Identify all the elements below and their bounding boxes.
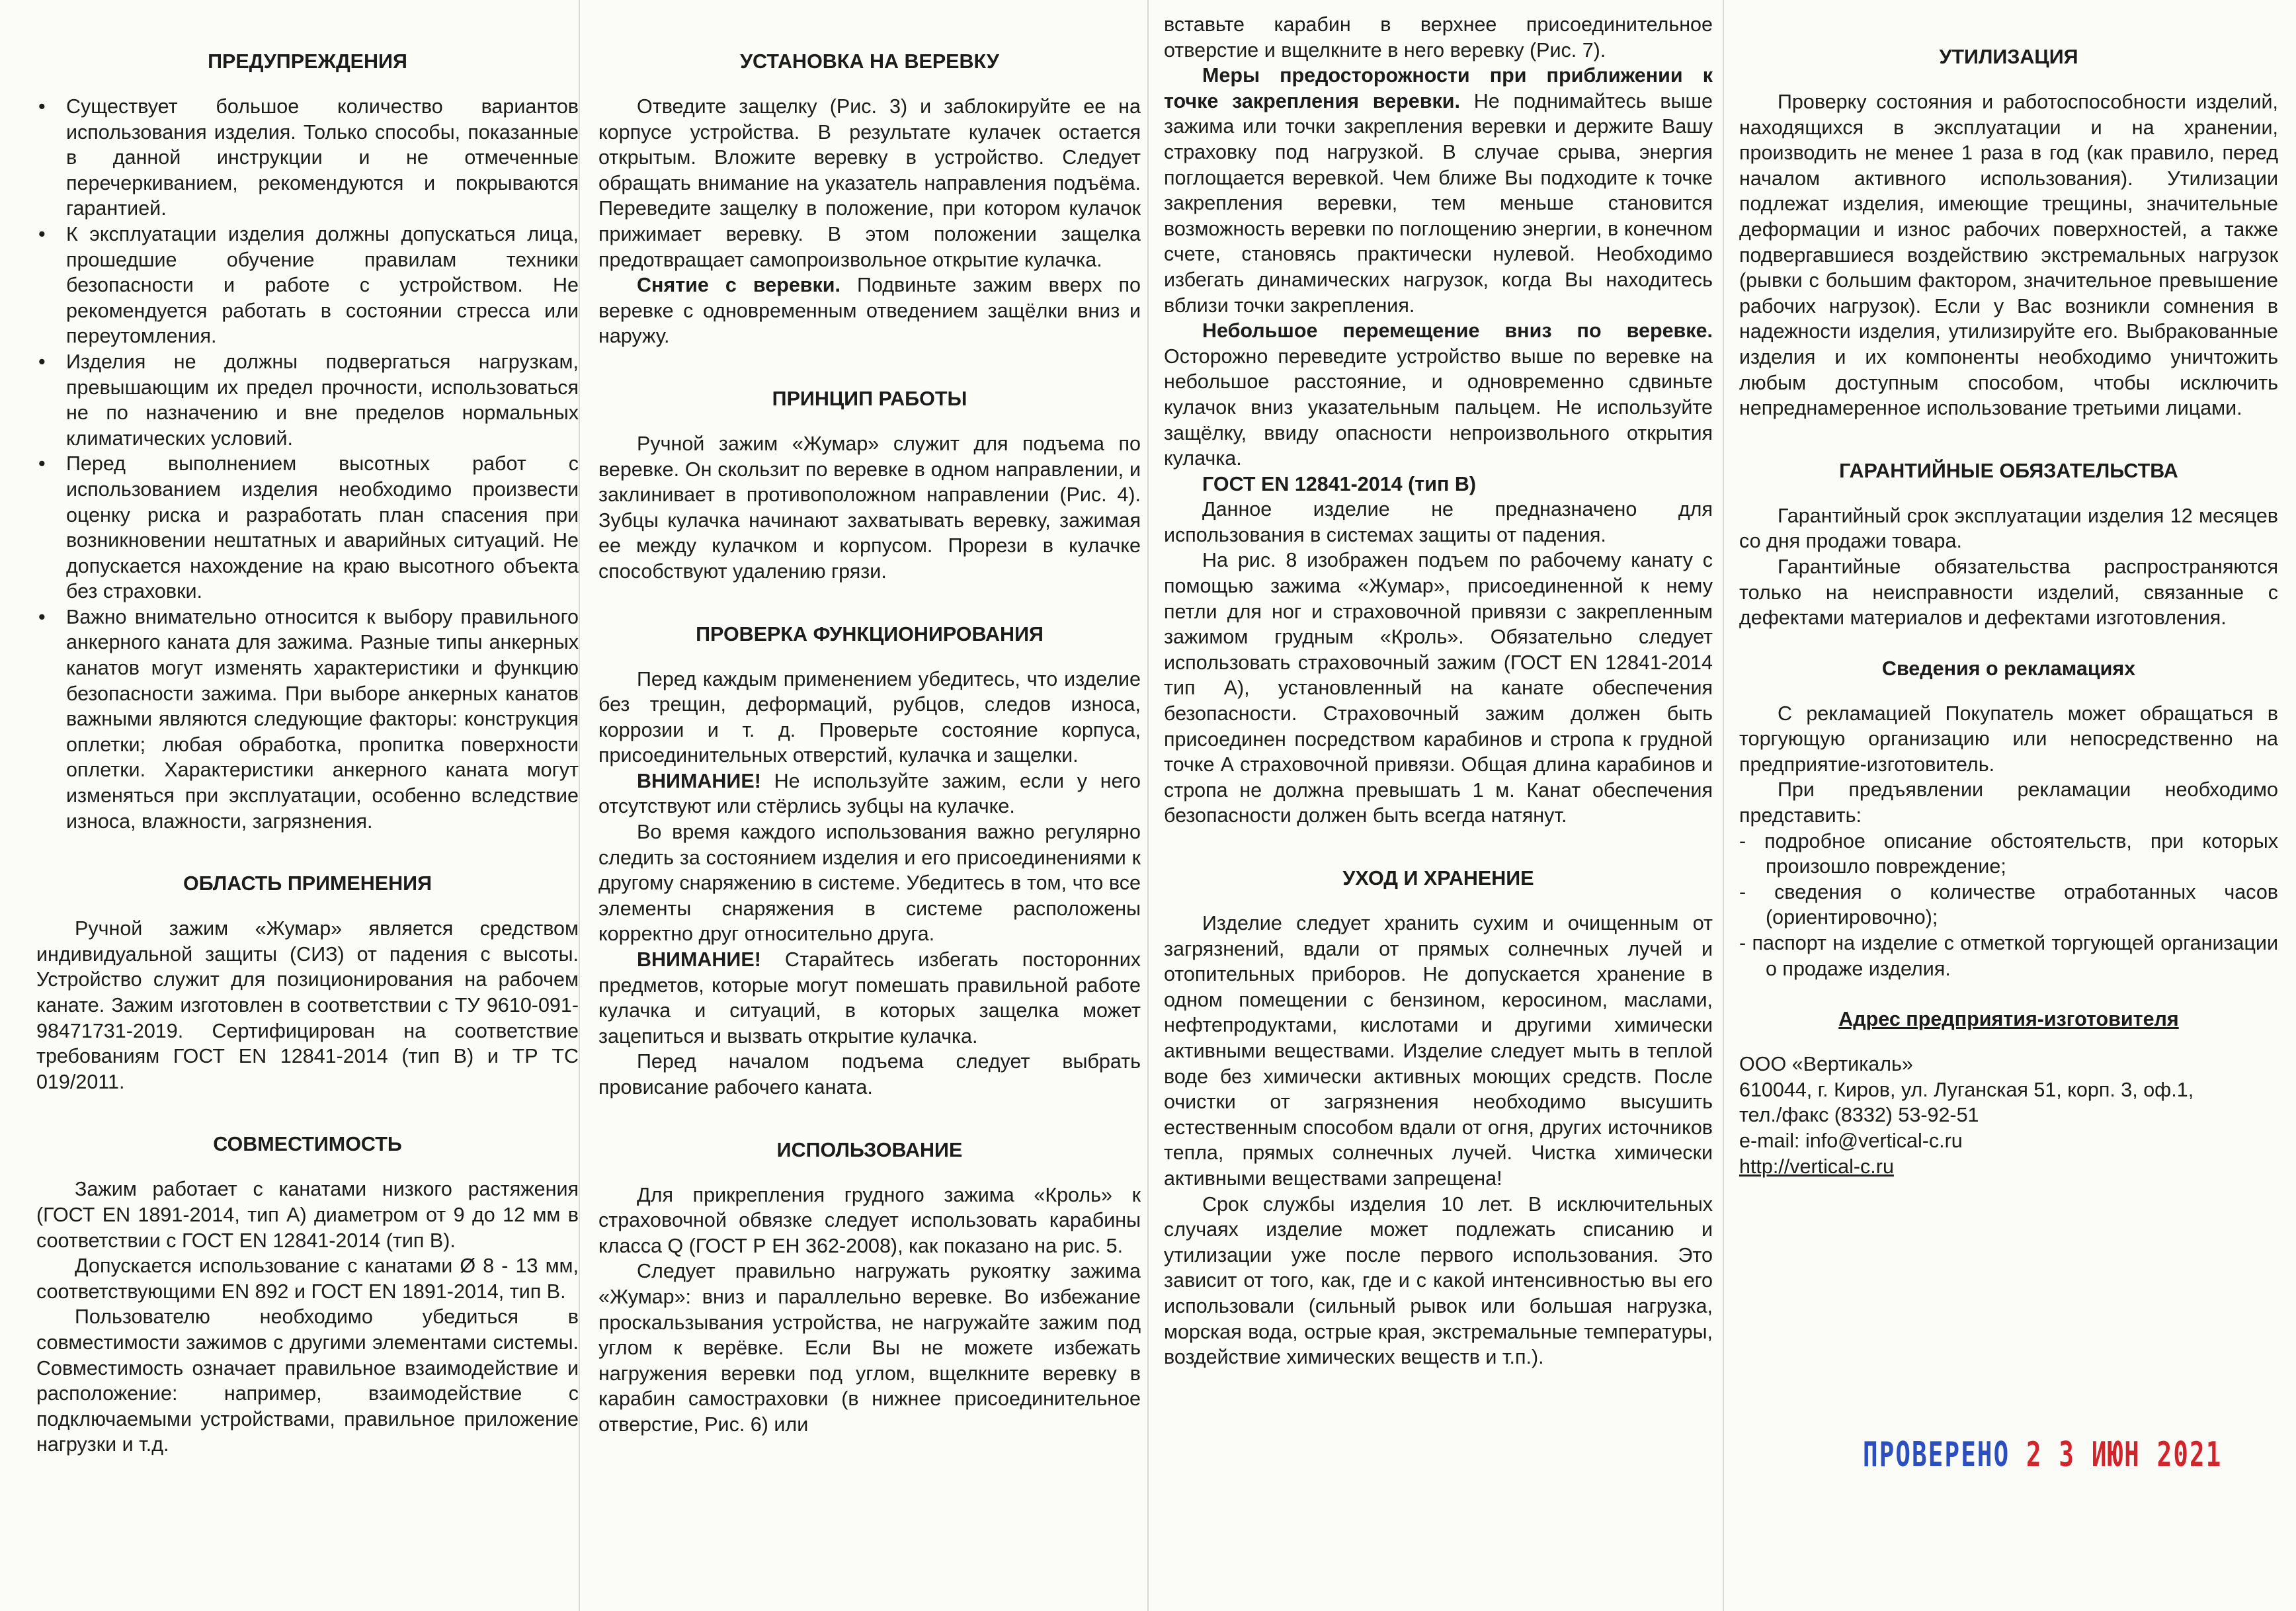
use-text: Следует правильно нагружать рукоятку зажима «Жумар»: вниз и параллельно веревке. Во избежание проскальзывания устройства, не нагружайте зажим под углом к верёвке. Если Вы не можете избежать нагружения веревки под углом, вщелкните веревку в карабин самостраховки (в нижнее присоединительное отверстие, Рис. 6) или — [598, 1260, 1141, 1436]
heading-compat: СОВМЕСТИМОСТЬ — [213, 1133, 402, 1156]
claims-text: При предъявлении рекламации необходимо представить: — [1739, 778, 2278, 827]
heading-scope: ОБЛАСТЬ ПРИМЕНЕНИЯ — [183, 872, 432, 895]
warranty-text: Гарантийный срок эксплуатации изделия 12 месяцев со дня продажи товара. — [1739, 504, 2278, 553]
heading-care: УХОД И ХРАНЕНИЕ — [1342, 867, 1534, 889]
removal-body: Подвиньте зажим вверх по веревке с одновременным отведением защёлки вниз и наружу. — [598, 274, 1141, 348]
claims-item: - паспорт на изделие с отметкой торгующей организации о продаже изделия. — [1739, 932, 2278, 980]
removal-label: Снятие с веревки. — [637, 274, 841, 297]
warning-item: • Существует большое количество вариантов использования изделия. Только способы, показанные в данной инструкции и не отмеченные перечеркиванием, рекомендуются и покрываются гарантией. — [66, 94, 579, 222]
install-text: Отведите защелку (Рис. 3) и заблокируйте ее на корпусе устройства. В результате кулачек остается открытым. Вложите веревку в устройство. Следует обращать внимание на указатель направления подъёма. Переведите защелку в положение, при котором кулачок прижимает веревку. В этом положении защелка предотвращает самопроизвольное открытие кулачка. — [598, 95, 1141, 271]
check-text: Перед каждым применением убедитесь, что изделие без трещин, деформаций, рубцов, следов износа, коррозии и т. д. Проверьте состояние корпуса, присоединительных отверстий, кулачка и защелки. — [598, 667, 1141, 767]
heading-use: ИСПОЛЬЗОВАНИЕ — [776, 1138, 963, 1161]
heading-check: ПРОВЕРКА ФУНКЦИОНИРОВАНИЯ — [696, 622, 1044, 645]
heading-warranty: ГАРАНТИЙНЫЕ ОБЯЗАТЕЛЬСТВА — [1839, 459, 2178, 482]
claims-item: - подробное описание обстоятельств, при которых произошло повреждение; — [1739, 829, 2278, 878]
move-text — [1164, 318, 1713, 472]
gost-text: Данное изделие не предназначено для использования в системах защиты от падения. — [1164, 498, 1713, 546]
heading-warnings: ПРЕДУПРЕЖДЕНИЯ — [208, 50, 407, 73]
compat-text: Пользователю необходимо убедиться в совместимости зажимов с другими элементами системы. Совместимость означает правильное взаимодействие и расположение: например, взаимодействие с подключаемыми устройствами, правильное приложение нагрузки и т.д. — [36, 1305, 579, 1456]
company-url[interactable]: http://vertical-c.ru — [1739, 1155, 1894, 1178]
use-continuation: вставьте карабин в верхнее присоединительное отверстие и вщелкните в него веревку (Рис. 7). — [1164, 13, 1713, 62]
column-3 — [1164, 12, 1713, 1370]
check-attention — [598, 947, 1141, 1049]
company-address: 610044, г. Киров, ул. Луганская 51, корп. 3, оф.1, — [1739, 1078, 2194, 1101]
disposal-text: Проверку состояния и работоспособности изделий, находящихся в эксплуатации и на хранении, производить не менее 1 раза в год (как правило, перед началом активного использования). Утилизации подлежат изделия, имеющие трещины, значительные деформации и износ рабочих поверхностей, а также подвергавшиеся воздействию экстремальных нагрузок (рывки с большим фактором, значительное превышение рабочих нагрузок). Если у Вас возникли сомнения в надежности изделия, утилизируйте его. Выбракованные изделия и их компоненты необходимо уничтожить любым доступным способом, чтобы исключить непреднамеренное использование третьими лицами. — [1739, 91, 2278, 420]
warning-item: • Изделия не должны подвергаться нагрузкам, превышающим их предел прочности, использоваться не по назначению и вне пределов нормальных климатических условий. — [66, 349, 579, 451]
claims-item: - сведения о количестве отработанных часов (ориентировочно); — [1739, 880, 2278, 929]
check-body: Старайтесь избегать посторонних предметов, которые могут помешать правильной работе кулачка и ситуаций, в которых защелка может зацепиться и вызвать открытие кулачка. — [598, 948, 1141, 1048]
move-label: Небольшое перемещение вниз по веревке. — [1202, 319, 1713, 343]
company-name: ООО «Вертикаль» — [1739, 1053, 1913, 1076]
company-phone: тел./факс (8332) 53-92-51 — [1739, 1104, 1979, 1127]
company-email[interactable]: e-mail: info@vertical-c.ru — [1739, 1130, 1963, 1152]
principle-text: Ручной зажим «Жумар» служит для подъема по веревке. Он скользит по веревке в одном направлении, и заклинивает в противоположном направлении (Рис. 4). Зубцы кулачка начинают захватывать веревку, зажимая ее между кулачком и корпусом. Прорези в кулачке способствуют удалению грязи. — [598, 432, 1141, 583]
heading-disposal: УТИЛИЗАЦИЯ — [1939, 46, 2078, 68]
column-4 — [1739, 36, 2278, 1179]
compat-text: Допускается использование с канатами Ø 8 - 13 мм, соответствующими EN 892 и ГОСТ EN 1891-2014, тип В. — [36, 1255, 579, 1303]
inspection-stamp — [1863, 1435, 2222, 1475]
warning-item: • К эксплуатации изделия должны допускаться лица, прошедшие обучение правилам техники безопасности и работе с устройством. Не рекомендуется работать в состоянии стресса или переутомления. — [66, 222, 579, 349]
care-text: Изделие следует хранить сухим и очищенным от загрязнений, вдали от прямых солнечных лучей и отопительных приборов. Не допускается хранение в одном помещении с бензином, керосином, маслами, нефтепродуктами, кислотами и другими химически активными веществами. Изделие следует мыть в теплой воде без химически активных моющих средств. После очистки от загрязнения необходимо высушить естественным способом вдали от огня, других источников тепла, прямых солнечных лучей. Чистка химически активными веществами запрещена! — [1164, 912, 1713, 1190]
stamp-date: 2 3 ИЮН 2021 — [2026, 1435, 2223, 1475]
check-text: Перед началом подъема следует выбрать провисание рабочего каната. — [598, 1050, 1141, 1098]
compat-text: Зажим работает с канатами низкого растяжения (ГОСТ EN 1891-2014, тип А) диаметром от 9 до 12 мм в соответствии с ГОСТ EN 12841-2014 (тип В). — [36, 1178, 579, 1252]
heading-principle: ПРИНЦИП РАБОТЫ — [772, 387, 967, 410]
fold-line — [579, 0, 580, 1611]
warranty-text: Гарантийные обязательства распространяются только на неисправности изделий, связанные с дефектами материалов и дефектами изготовления. — [1739, 555, 2278, 630]
attention-label: ВНИМАНИЕ! — [637, 769, 761, 792]
warning-item: • Перед выполнением высотных работ с использованием изделия необходимо произвести оценку риска и разработать план спасения при возникновении нештатных и аварийных ситуаций. Не допускается нахождение на краю высотного объекта без страховки. — [66, 451, 579, 604]
heading-install: УСТАНОВКА НА ВЕРЕВКУ — [740, 50, 999, 73]
care-text: Срок службы изделия 10 лет. В исключительных случаях изделие может подлежать списанию и утилизации уже после первого использования. Это зависит от того, как, где и с какой интенсивностью вы его использовали (сильный рывок или большая нагрузка, морская вода, острые края, экстремальные температуры, воздействие химических веществ и т.п.). — [1164, 1192, 1713, 1369]
stamp-word: ПРОВЕРЕНО — [1863, 1435, 2010, 1475]
gost-heading: ГОСТ EN 12841-2014 (тип В) — [1202, 472, 1477, 495]
use-text: Для прикрепления грудного зажима «Кроль» к страховочной обвязке следует использовать карабины класса Q (ГОСТ Р ЕН 362-2008), как показано на рис. 5. — [598, 1183, 1141, 1257]
check-text: Во время каждого использования важно регулярно следить за состоянием изделия и его присоединениями к другому снаряжению в системе. Убедитесь в том, что все элементы снаряжения в системе расположены корректно друг относительно друга. — [598, 821, 1141, 946]
gost-text: На рис. 8 изображен подъем по рабочему канату с помощью зажима «Жумар», присоединенной к нему петли для ног и страховочной привязи с закрепленным зажимом грудным «Кроль». Обязательно следует использовать страховочный зажим (ГОСТ EN 12841-2014 тип А), установленный на канате обеспечения безопасности. Страховочный зажим должен быть присоединен посредством карабинов и стропа к грудной точке А страховочной привязи. Общая длина карабинов и стропа не должна превышать 1 м. Канат обеспечения безопасности должен быть всегда натянут. — [1164, 549, 1713, 827]
heading-claims: Сведения о рекламациях — [1881, 657, 2136, 680]
check-body: Не используйте зажим, если у него отсутствуют или стёрлись зубцы на кулачке. — [598, 769, 1141, 818]
column-1 — [36, 41, 579, 1458]
precaution-body: Не поднимайтесь выше зажима или точки закрепления веревки и держите Вашу страховку под нагрузкой. В случае срыва, энергия поглощается веревкой. Чем ближе Вы подходите к точке закрепления веревки, тем меньше становится возможность веревки по поглощению энергии, в конечном счете, становясь практически нулевой. Необходимо избегать динамических нагрузок, когда Вы находитесь вблизи точки закрепления. — [1164, 89, 1713, 317]
fold-line — [1723, 0, 1724, 1611]
claims-text: С рекламацией Покупатель может обращаться в торгующую организацию или непосредственно на предприятие-изготовитель. — [1739, 702, 2278, 776]
removal-text — [598, 272, 1141, 349]
scope-text: Ручной зажим «Жумар» является средством индивидуальной защиты (СИЗ) от падения с высоты. Устройство служит для позиционирования на рабочем канате. Зажим изготовлен в соответствии с ТУ 9610-091-98471731-2019. Сертифицирован на соответствие требованиям ГОСТ EN 12841-2014 (тип В) и ТР ТС 019/2011. — [36, 917, 579, 1093]
precaution-text — [1164, 63, 1713, 318]
heading-address: Адрес предприятия-изготовителя — [1838, 1008, 2179, 1031]
column-2 — [598, 41, 1141, 1438]
warning-item: • Важно внимательно относится к выбору правильного анкерного каната для зажима. Разные типы анкерных канатов могут изменять характеристики и функцию безопасности зажима. При выборе анкерных канатов важными являются следующие факторы: конструкция оплетки; любая обработка, пропитка поверхности оплетки. Характеристики анкерного каната могут изменяться при эксплуатации, особенно вследствие износа, влажности, загрязнения. — [66, 604, 579, 834]
precaution-label: Меры предосторожности при приближении к точке закрепления веревки. — [1164, 64, 1713, 112]
fold-line — [1147, 0, 1149, 1611]
warnings-list — [36, 94, 579, 834]
attention-label: ВНИМАНИЕ! — [637, 948, 761, 971]
check-attention — [598, 768, 1141, 819]
move-body: Осторожно переведите устройство выше по веревке на небольшое расстояние, и одновременно сдвиньте кулачок вниз указательным пальцем. Не используйте защёлку, ввиду опасности непроизвольного открытия кулачка. — [1164, 345, 1713, 470]
